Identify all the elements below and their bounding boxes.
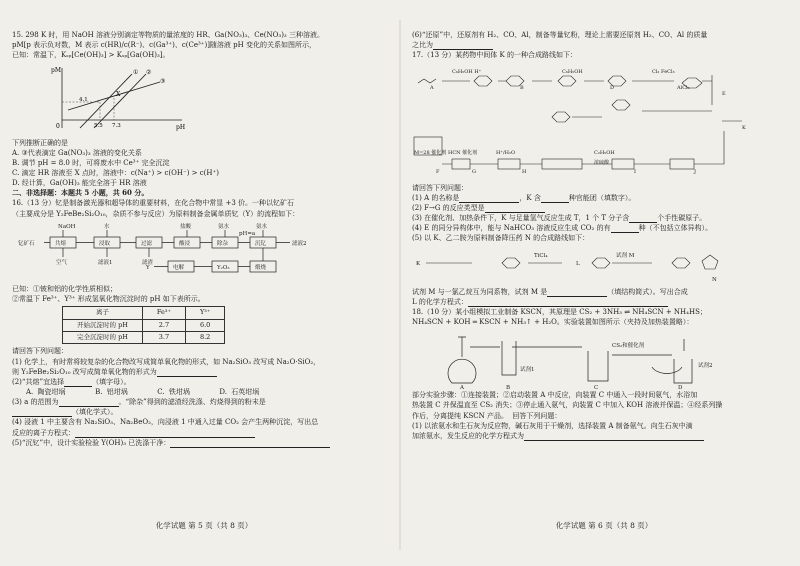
q17-part5c bbox=[412, 287, 796, 297]
q15-option-b: B. 调节 pH = 8.0 时，可将废水中 Ce³⁺ 完全沉淀 bbox=[12, 158, 170, 167]
crucible-option-d: D. 石英坩埚 bbox=[219, 387, 260, 396]
table-row bbox=[63, 331, 225, 343]
page-fold bbox=[399, 20, 401, 550]
q17-part5e bbox=[412, 297, 796, 307]
q15-option-a: A. ③代表滴定 Ga(NO₃)₃ 溶液的变化关系 bbox=[12, 148, 142, 157]
compound-b: B bbox=[520, 85, 524, 92]
step-electrolysis: 电解 bbox=[173, 264, 185, 271]
q16-stem: 16.（13 分）钇是制备激光器和超导体的重要材料，在化合物中常显 +3 价。一种以钇矿石 bbox=[12, 199, 295, 208]
compound-g: G bbox=[472, 169, 476, 176]
app-c-label: C bbox=[594, 385, 599, 392]
q16-part6a: (6)“还原”中，还原剂有 H₂、CO、Al，制备等量钇粉，理论上需要还原剂 H₂、CO、Al 的质量 bbox=[412, 31, 708, 39]
tick-41: 4.1 bbox=[79, 97, 88, 104]
reagent-ammonia: 氨水 bbox=[218, 223, 230, 230]
q17-part4-tail: 种（不包括立体异构）。 bbox=[638, 224, 713, 233]
cs2-label: CS₂和催化剂 bbox=[612, 343, 645, 350]
table-cell: 6.0 bbox=[185, 319, 224, 331]
q15-option-c: C. 滴定 HR 溶液至 X 点时，溶液中：c(Na⁺) > c(OH⁻) > c(H⁺) bbox=[12, 168, 219, 177]
q18-stem2: NH₄SCN + KOH ═ KSCN + NH₃↑ + H₂O。实验装置如图所示（夹持及加热装置略）： bbox=[412, 317, 694, 326]
answer-blank[interactable] bbox=[64, 379, 92, 387]
answer-blank[interactable] bbox=[547, 289, 607, 297]
q17-part1-mid: ，K 含 bbox=[519, 193, 541, 202]
q17-part4-text: (4) E 的同分异构体中，能与 NaHCO₃ 溶液反应生成 CO₂ 的有 bbox=[412, 224, 611, 233]
q16-part1a: (1) 化学上，有时常将较复杂的化合物改写成简单氧化物的形式，如 Na₂SiO₃ 改写成 Na₂O·SiO₂， bbox=[12, 357, 321, 366]
q17-route-n bbox=[412, 243, 792, 283]
flow-air: 空气 bbox=[56, 259, 68, 266]
q16-stem2: （主要成分是 Y₂FeBe₂Si₂O₁₀，杂质不参与反应）为原料制备金属单质钇（Y）的流程如下： bbox=[12, 209, 300, 218]
table-cell: 离子 bbox=[63, 307, 143, 319]
step-precipitate: 沉钇 bbox=[255, 240, 267, 247]
compound-h: H bbox=[522, 169, 527, 176]
answer-blank[interactable] bbox=[75, 430, 255, 438]
q17-part1-text: (1) A 的名称是 bbox=[412, 193, 460, 202]
origin-label: 0 bbox=[56, 123, 60, 131]
flow-y2o3: Y₂O₃ bbox=[217, 264, 230, 271]
flow-metal: Y bbox=[146, 264, 150, 271]
q16-known1: 已知：①铍和铝的化学性质相似； bbox=[12, 284, 117, 293]
reagent-f: M=28 催化剂 bbox=[414, 150, 447, 157]
q17-part5e-text: L 的化学方程式： bbox=[412, 297, 468, 306]
q16-part5 bbox=[12, 438, 396, 448]
q15-stem2: pM[p 表示负对数，M 表示 c(HR)/c(R⁻)、c(Ga³⁺)、c(Ce³⁺)]随溶液 pH 变化的关系如图所示， bbox=[12, 41, 316, 50]
q16-part6b bbox=[412, 40, 796, 50]
q17-synthesis-route bbox=[412, 61, 792, 179]
q16-part6b-text: 之比为 bbox=[412, 41, 433, 50]
q15-stem: 15. 298 K 时，用 NaOH 溶液分别滴定等物质的量浓度的 HR、Ga(NO₃)₃、Ce(NO₃)₃ 三种溶液。 bbox=[12, 31, 324, 39]
q17-part5c-tail: （填结构简式）。写出合成 bbox=[607, 287, 688, 296]
left-page-footer: 化学试题 第 5 页（共 8 页） bbox=[155, 521, 253, 530]
q17-stem: 17.（13 分）某药物中间体 K 的一种合成路线如下： bbox=[412, 51, 577, 60]
q16-part3-mid: 。“除杂”得到的滤渣经洗涤、灼烧得到的粉末是 bbox=[118, 398, 266, 407]
q16-part5-text: (5)“沉钇”中，设计实验检验 Y(OH)₃ 已洗涤干净： bbox=[12, 438, 171, 447]
q17-part4 bbox=[412, 223, 796, 233]
reagent-hcn: HCN 催化剂 bbox=[448, 150, 478, 157]
tick-55: 5.5 bbox=[94, 123, 103, 130]
table-cell: 2.7 bbox=[142, 319, 185, 331]
q16-answer-prompt: 请回答下列问题： bbox=[12, 347, 68, 356]
reagent-1-label: 试剂1 bbox=[520, 367, 535, 374]
answer-blank[interactable] bbox=[541, 195, 569, 203]
app-a-label: A bbox=[460, 385, 464, 392]
flow-filtrate2: 滤液2 bbox=[292, 240, 307, 247]
route-l-label: L bbox=[576, 261, 580, 268]
q17-part5c-text: 试剂 M 与一氯乙烷互为同系物，试剂 M 是 bbox=[412, 287, 548, 296]
table-cell: 3.7 bbox=[142, 331, 185, 343]
answer-blank[interactable] bbox=[170, 440, 330, 448]
answer-blank[interactable] bbox=[611, 225, 639, 233]
table-cell: 开始沉淀时的 pH bbox=[63, 319, 143, 331]
reagent-water: 水 bbox=[104, 223, 110, 230]
table-cell: 完全沉淀时的 pH bbox=[63, 331, 143, 343]
right-page-footer: 化学试题 第 6 页（共 8 页） bbox=[555, 521, 653, 530]
reagent-cl2: Cl₂ FeCl₃ bbox=[652, 69, 675, 76]
right-page bbox=[412, 30, 796, 535]
reagent-naoh: NaOH bbox=[58, 223, 76, 230]
q15-prompt: 下列推断正确的是 bbox=[12, 138, 68, 147]
compound-j: J bbox=[694, 169, 697, 176]
reagent-2-label: 试剂2 bbox=[698, 363, 713, 370]
answer-blank[interactable] bbox=[468, 299, 668, 307]
section-2-heading: 二、非选择题：本题共 5 小题，共 60 分。 bbox=[12, 188, 149, 198]
q18-stem: 18.（10 分）某小组模拟工业制备 KSCN，其原理是 CS₂ + 3NH₃ ⇌ NH₄SCN + NH₄HS； bbox=[412, 307, 707, 316]
x-axis-label: pH bbox=[176, 124, 186, 132]
q16-part3 bbox=[12, 397, 396, 407]
q17-answer-prompt: 请回答下列问题： bbox=[412, 183, 468, 192]
answer-blank[interactable] bbox=[433, 42, 493, 50]
q16-part3-text: (3) a 的范围为 bbox=[12, 398, 59, 407]
q16-part2 bbox=[12, 377, 396, 387]
table-cell: Y³⁺ bbox=[185, 307, 224, 319]
flow-ph: pH=a bbox=[239, 230, 256, 237]
table-row bbox=[63, 307, 225, 319]
step-calcine: 煅烧 bbox=[255, 264, 267, 271]
route-n-label: N bbox=[712, 277, 717, 284]
y-axis-label: pM bbox=[51, 67, 61, 75]
route-k-label: K bbox=[416, 261, 421, 268]
q16-part3c bbox=[12, 407, 396, 417]
route-reagent-m: 试剂 M bbox=[616, 253, 635, 260]
q15-known: 已知：常温下，Kₛₚ[Ce(OH)₃] > Kₛₚ[Ga(OH)₃]。 bbox=[12, 51, 170, 60]
reagent-ammonia2: 氨水 bbox=[256, 223, 268, 230]
q18-steps: 部分实验步骤：①连接装置；②启动装置 A 中反应，向装置 C 中通入一段时间氨气，水浴加 bbox=[412, 391, 698, 400]
reagent-hcl: 盐酸 bbox=[180, 223, 192, 230]
left-page bbox=[12, 30, 396, 535]
q18-part1: (1) 以浓氨水和生石灰为反应物，碱石灰用于干燥剂，选择装置 A 制备氨气。向生石灰中滴 bbox=[412, 421, 693, 430]
q16-part3-tail: （填化学式）。 bbox=[72, 408, 118, 417]
answer-blank[interactable] bbox=[629, 215, 657, 223]
compound-d: D bbox=[610, 85, 615, 92]
answer-blank[interactable] bbox=[59, 399, 119, 407]
app-d-label: D bbox=[678, 385, 683, 392]
q17-part3-text: (3) 在催化剂、加热条件下，K 与足量氢气反应生成 T，1 个 T 分子含 bbox=[412, 213, 630, 222]
q15-option-d: D. 经计算，Ga(OH)₃ 能完全溶于 HR 溶液 bbox=[12, 179, 147, 188]
table-cell: 8.2 bbox=[185, 331, 224, 343]
app-b-label: B bbox=[506, 385, 511, 392]
reagent-alcl3: AlCl₃ bbox=[677, 85, 690, 92]
compound-i: I bbox=[634, 169, 636, 176]
compound-e: E bbox=[722, 91, 726, 98]
q18-answer-prompt: 回答下列问题： bbox=[512, 411, 562, 420]
q17-part2-text: (2) F→G 的反应类型是 bbox=[412, 203, 485, 212]
step-purify: 除杂 bbox=[217, 240, 229, 247]
q15-graph bbox=[42, 62, 192, 134]
step-melt: 共熔 bbox=[55, 240, 67, 247]
q17-part2 bbox=[412, 203, 796, 213]
crucible-option-c: C. 铁坩埚 bbox=[157, 387, 190, 396]
line-label-1: ① bbox=[133, 69, 139, 77]
q16-part1b bbox=[12, 367, 396, 377]
flow-ore: 钇矿石 bbox=[18, 240, 35, 247]
line-label-3: ③ bbox=[160, 78, 166, 86]
answer-blank[interactable] bbox=[459, 195, 519, 203]
q18-part1b-text: 加浓氨水，发生反应的化学方程式为 bbox=[412, 431, 524, 440]
reagent-ethanol2: C₂H₅OH bbox=[594, 150, 615, 157]
q16-known2: ②常温下 Fe³⁺、Y³⁺ 形成氢氧化物沉淀时的 pH 如下表所示。 bbox=[12, 294, 205, 303]
line-label-2: ② bbox=[146, 69, 152, 77]
answer-blank[interactable] bbox=[524, 433, 704, 441]
compound-f: F bbox=[436, 169, 440, 176]
q16-part2-tail: （填字母）。 bbox=[92, 377, 131, 386]
reagent-ethanol: C₆H₅OH bbox=[562, 69, 583, 76]
q16-crucible-options bbox=[12, 387, 396, 397]
reagent-hydrolysis: H⁺/H₂O bbox=[496, 150, 516, 157]
reagent-h2so4: 浓硫酸 bbox=[594, 160, 610, 167]
crucible-option-a: A. 陶瓷坩埚 bbox=[26, 387, 66, 396]
q16-ph-table bbox=[62, 306, 225, 344]
compound-k: K bbox=[742, 125, 746, 132]
q17-part5: (5) 以 K、乙二胺为原料制备降压药 N 的合成路线如下： bbox=[412, 234, 590, 243]
tick-73: 7.3 bbox=[112, 123, 121, 130]
answer-blank[interactable] bbox=[157, 369, 217, 377]
reagent-phenol-acid: C₆H₅OH H⁺ bbox=[452, 69, 482, 76]
q17-part3 bbox=[412, 213, 796, 223]
flow-residue: 滤渣 bbox=[142, 259, 154, 266]
q18-part1b bbox=[412, 431, 796, 441]
q16-part4b-text: 反应的离子方程式： bbox=[12, 428, 75, 437]
step-leach: 浸取 bbox=[99, 240, 111, 247]
crucible-option-b: B. 铝坩埚 bbox=[95, 387, 128, 396]
q16-part2-text: (2)“共熔”宜选择 bbox=[12, 377, 65, 386]
q16-part1b-text: 则 Y₂FeBe₂Si₂O₁₀ 改写成简单氧化物的形式为 bbox=[12, 367, 157, 376]
q18-steps2: 热装置 C 并保温直至 CS₂ 消失；③停止通入氨气，向装置 C 中加入 KOH 溶液并保温；④经系列操 bbox=[412, 401, 723, 410]
answer-blank[interactable] bbox=[485, 205, 545, 213]
answer-blank[interactable] bbox=[12, 409, 72, 417]
q16-part4b bbox=[12, 428, 396, 438]
step-filter: 过滤 bbox=[141, 240, 153, 247]
route-ticl4: TiCl₄ bbox=[534, 253, 548, 260]
q18-steps3 bbox=[412, 411, 796, 421]
q16-part4a: (4) 浸液 1 中主要含有 Na₂SiO₃、Na₂BeO₂，向浸液 1 中通入过量 CO₂ 会产生两种沉淀，写出总 bbox=[12, 418, 319, 427]
table-cell: Fe³⁺ bbox=[142, 307, 185, 319]
q17-part1-tail: 种官能团（填数字）。 bbox=[568, 193, 636, 202]
q17-part3-tail: 个手性碳原子。 bbox=[657, 213, 707, 222]
q16-flowchart bbox=[18, 221, 348, 279]
compound-a: A bbox=[430, 85, 434, 92]
step-acid: 酸浸 bbox=[179, 240, 191, 247]
q18-apparatus bbox=[412, 327, 792, 392]
q18-steps3-text: 作后，分离提纯 KSCN 产品。 bbox=[412, 411, 508, 420]
point-x-label: X bbox=[116, 91, 121, 99]
q17-part1 bbox=[412, 193, 796, 203]
table-row bbox=[63, 319, 225, 331]
flow-filtrate1: 滤液1 bbox=[98, 259, 113, 266]
